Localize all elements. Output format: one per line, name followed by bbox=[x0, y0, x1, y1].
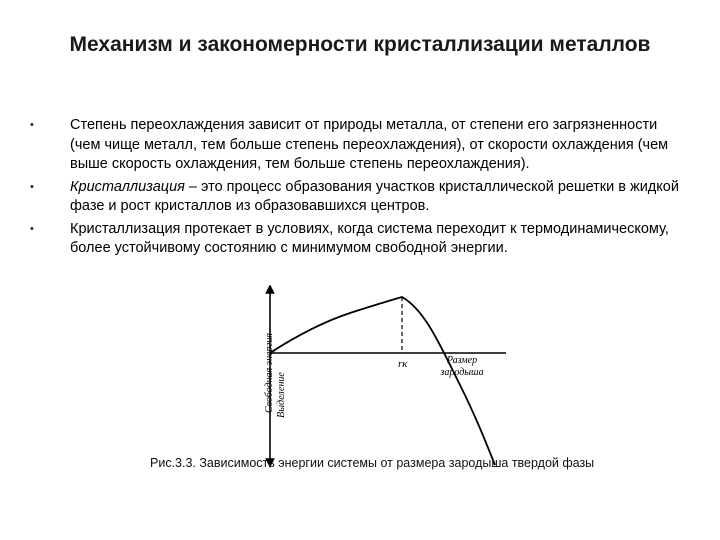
slide-title: Механизм и закономерности кристаллизации металлов bbox=[69, 33, 651, 56]
bullet-term: Кристаллизация bbox=[70, 178, 185, 195]
figure-caption: Рис.3.3. Зависимость энергии системы от размера зародыша твердой фазы bbox=[150, 456, 595, 470]
bullet-list bbox=[30, 116, 690, 259]
y-axis-label: Свободная энергия bbox=[264, 332, 275, 414]
critical-size-label: rк bbox=[398, 358, 408, 370]
bullet-text: Кристаллизация протекает в условиях, когда система переходит к термодинамическому, более устойчивому состоянию с минимумом свободной энергии. bbox=[70, 220, 669, 256]
energy-curve bbox=[270, 297, 495, 465]
x-axis-label-secondary: зародыша bbox=[440, 367, 484, 378]
bullet-item bbox=[30, 178, 690, 217]
bullet-definition: – это процесс образования участков кристаллической решетки в жидкой фазе и рост кристаллов из образовавшихся центров. bbox=[70, 178, 679, 214]
bullet-marker: • bbox=[30, 222, 34, 235]
bullet-item bbox=[30, 116, 690, 175]
bullet-item bbox=[30, 220, 690, 259]
bullet-text: Степень переохлаждения зависит от природы металла, от степени его загрязненности (чем чище металл, тем больше степень переохлаждения), от скорости охлаждения (чем выше скорость охлаждения, тем больше степень переохлаждения). bbox=[70, 117, 669, 172]
energy-diagram bbox=[250, 285, 510, 470]
x-axis-label: Размер bbox=[446, 355, 478, 366]
bullet-text bbox=[70, 179, 679, 215]
bullet-marker: • bbox=[30, 119, 34, 131]
y-axis-label-secondary: Выделение bbox=[276, 372, 287, 418]
bullet-marker: • bbox=[30, 180, 34, 193]
